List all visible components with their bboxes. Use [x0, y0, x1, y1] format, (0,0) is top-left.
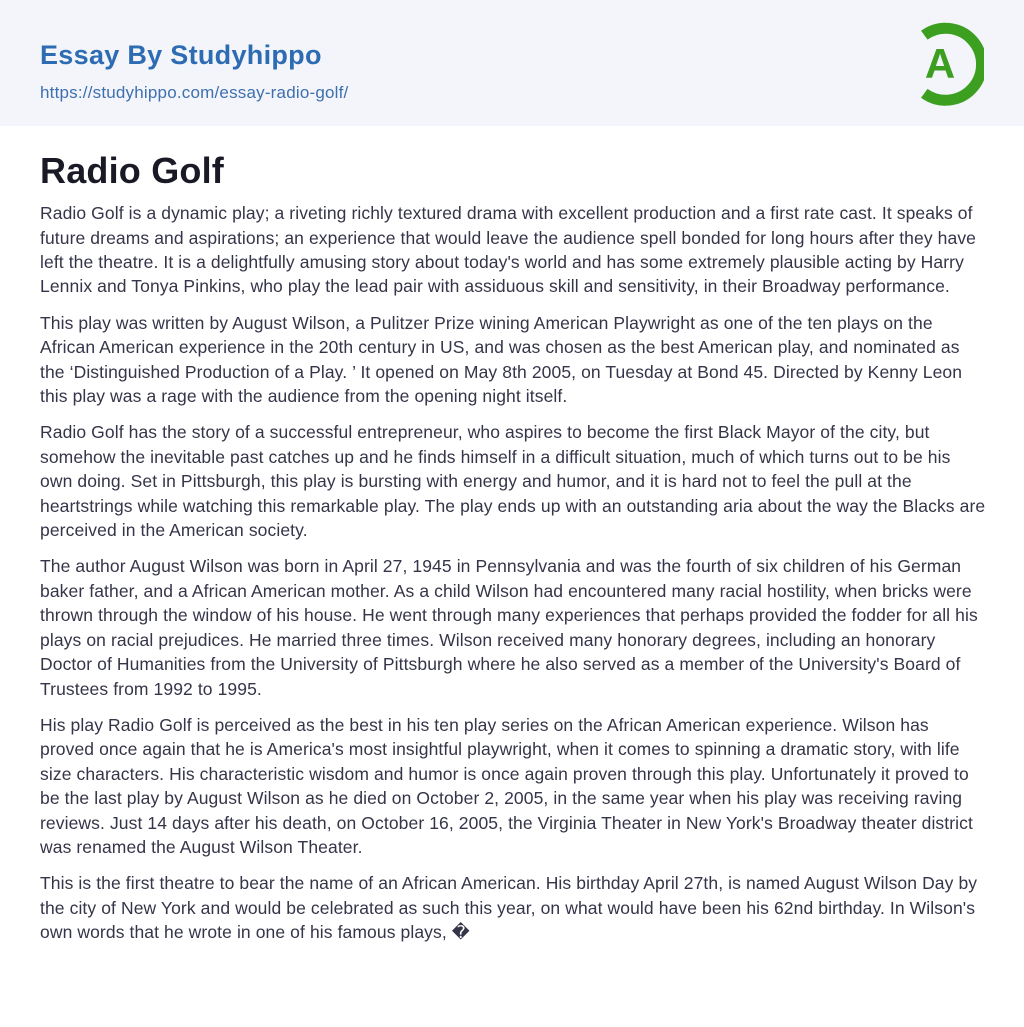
essay-url-link[interactable]: https://studyhippo.com/essay-radio-golf/ — [40, 82, 349, 102]
essay-paragraph-5: His play Radio Golf is perceived as the best in his ten play series on the African American experience. Wilson has proved once again that he is America's most insightful playwright, when it comes to spinning a dramatic story, with life size characters. His characteristic wisdom and humor is once again proven through this play. Unfortunately it proved to be the last play by August Wilson as he died on October 2, 2005, in the same year when his play was receiving raving reviews. Just 14 days after his death, on October 16, 2005, the Virginia Theater in New York's Broadway theater district was renamed the August Wilson Theater. — [40, 714, 973, 857]
studyhippo-logo — [904, 19, 984, 109]
essay-paragraph-1: Radio Golf is a dynamic play; a riveting richly textured drama with excellent production and a first rate cast. It speaks of future dreams and aspirations; an experience that would leave the audience spell bonded for long hours after they have left the theatre. It is a delightfully amusing story about today's world and has some extremely plausible acting by Harry Lennix and Tonya Pinkins, who play the lead pair with assiduous skill and sensitivity, in their Broadway performance. — [40, 203, 977, 297]
essay-title: Radio Golf — [40, 150, 224, 191]
site-header — [0, 0, 1024, 126]
logo-letter: A — [924, 40, 956, 87]
essay-paragraph-3: Radio Golf has the story of a successful entrepreneur, who aspires to become the first Black Mayor of the city, but somehow the inevitable past catches up and he finds himself in a difficult situation, much of which turns out to be his own doing. Set in Pittsburgh, this play is bursting with energy and humor, and it is hard not to feel the pull at the heartstrings while watching this remarkable play. The play ends up with an outstanding aria about the way the Blacks are perceived in the American society. — [40, 422, 986, 541]
site-title: Essay By Studyhippo — [40, 40, 322, 70]
essay-paragraph-4: The author August Wilson was born in April 27, 1945 in Pennsylvania and was the fourth of six children of his German baker father, and a African American mother. As a child Wilson had encountered many racial hostility, when bricks were thrown through the window of his house. He went through many experiences that perhaps provided the fodder for all his plays on racial prejudices. He married three times. Wilson received many honorary degrees, including an honorary Doctor of Humanities from the University of Pittsburgh where he also served as a member of the University's Board of Trustees from 1992 to 1995. — [40, 556, 978, 699]
header-text-block — [40, 0, 348, 103]
essay-paragraph-2: This play was written by August Wilson, a Pulitzer Prize wining American Playwright as one of the ten plays on the African American experience in the 20th century in US, and was chosen as the best American play, and nominated as the ‘Distinguished Production of a Play. ’ It opened on May 8th 2005, on Tuesday at Bond 45. Directed by Kenny Leon this play was a rage with the audience from the opening night itself. — [40, 312, 963, 407]
essay-content — [0, 149, 1024, 945]
essay-paragraph-6: This is the first theatre to bear the name of an African American. His birthday April 27th, is named August Wilson Day by the city of New York and would be celebrated as such this year, on what would have been his 62nd birthday. In Wilson's own words that he wrote in one of his famous plays, � — [40, 873, 978, 943]
